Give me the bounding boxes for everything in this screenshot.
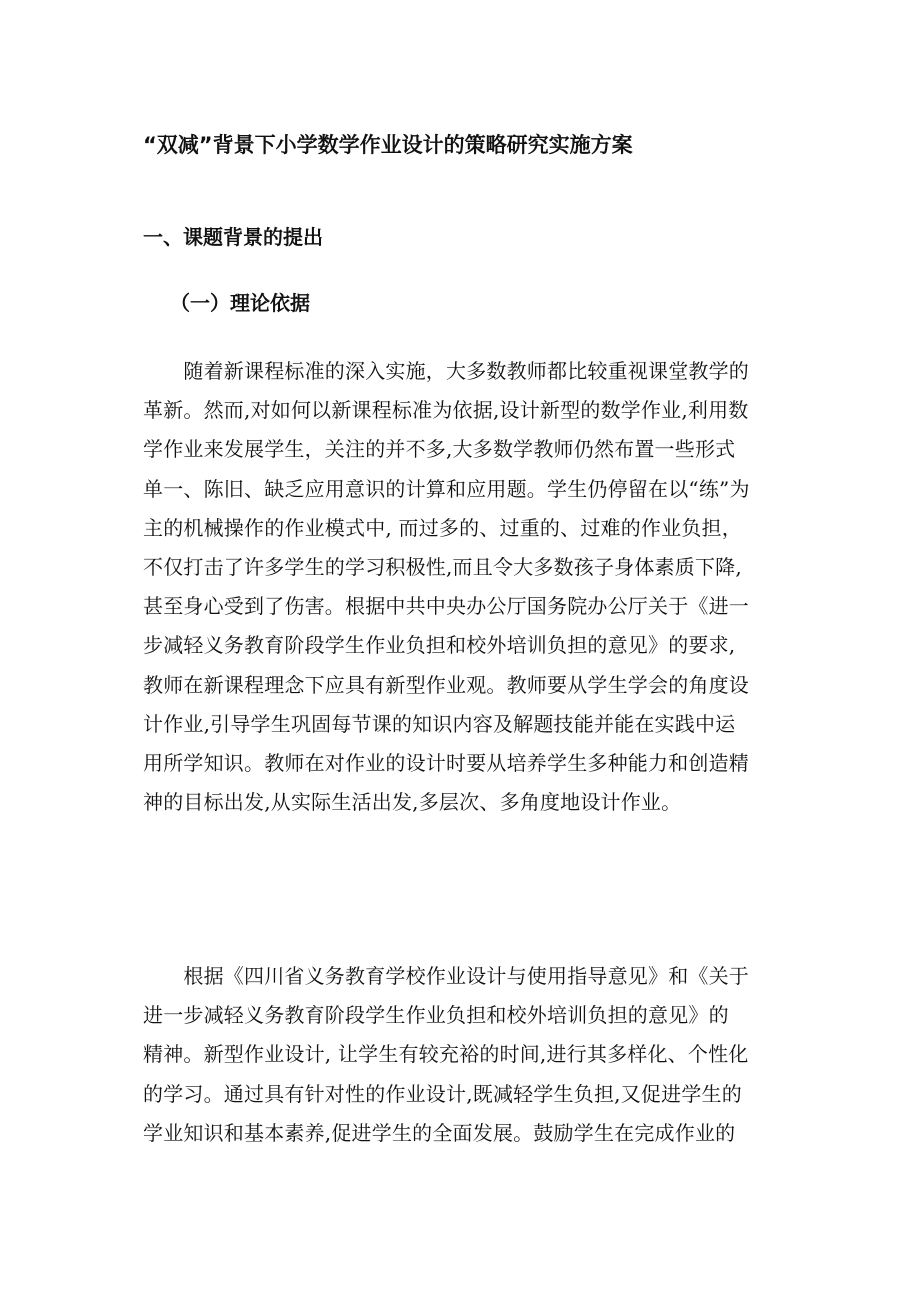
paragraph-line: 精神。新型作业设计, 让学生有较充裕的时间,进行其多样化、个性化 [143, 1042, 749, 1067]
paragraph-line: 主的机械操作的作业模式中, 而过多的、过重的、过难的作业负担， [143, 515, 742, 540]
paragraph-line: 步减轻义务教育阶段学生作业负担和校外培训负担的意见》的要求, [143, 633, 736, 658]
paragraph-theoretical-basis [143, 352, 793, 822]
section-heading: 一、课题背景的提出 [143, 225, 323, 249]
paragraph-line: 革新。然而,对如何以新课程标准为依据,设计新型的数学作业,利用数 [143, 398, 749, 423]
paragraph-line: 随着新课程标准的深入实施，大多数教师都比较重视课堂教学的 [143, 359, 749, 383]
paragraph-line: 神的目标出发,从实际生活出发,多层次、多角度地设计作业。 [143, 790, 682, 815]
paragraph-sichuan-guidance [143, 957, 793, 1153]
paragraph-line: 学作业来发展学生，关注的并不多,大多数学教师仍然布置一些形式 [143, 437, 736, 462]
subsection-heading: （一）理论依据 [170, 291, 310, 315]
paragraph-line: 不仅打击了许多学生的学习积极性,而且令大多数孩子身体素质下降, [143, 554, 742, 579]
paragraph-line: 的学习。通过具有针对性的作业设计,既减轻学生负担,又促进学生的 [143, 1081, 742, 1106]
paragraph-line: 进一步减轻义务教育阶段学生作业负担和校外培训负担的意见》的 [143, 1003, 729, 1028]
paragraph-line: 用所学知识。教师在对作业的设计时要从培养学生多种能力和创造精 [143, 750, 749, 775]
paragraph-line: 教师在新课程理念下应具有新型作业观。教师要从学生学会的角度设 [143, 672, 749, 697]
document-title: “双减”背景下小学数学作业设计的策略研究实施方案 [143, 133, 633, 157]
paragraph-line: 甚至身心受到了伤害。根据中共中央办公厅国务院办公厅关于《进一 [143, 594, 749, 619]
paragraph-line: 学业知识和基本素养,促进学生的全面发展。鼓励学生在完成作业的 [143, 1120, 736, 1145]
paragraph-line: 根据《四川省义务教育学校作业设计与使用指导意见》和《关于 [143, 964, 749, 988]
paragraph-line: 单一、陈旧、缺乏应用意识的计算和应用题。学生仍停留在以“练”为 [143, 476, 750, 501]
paragraph-line: 计作业,引导学生巩固每节课的知识内容及解题技能并能在实践中运 [143, 711, 736, 736]
